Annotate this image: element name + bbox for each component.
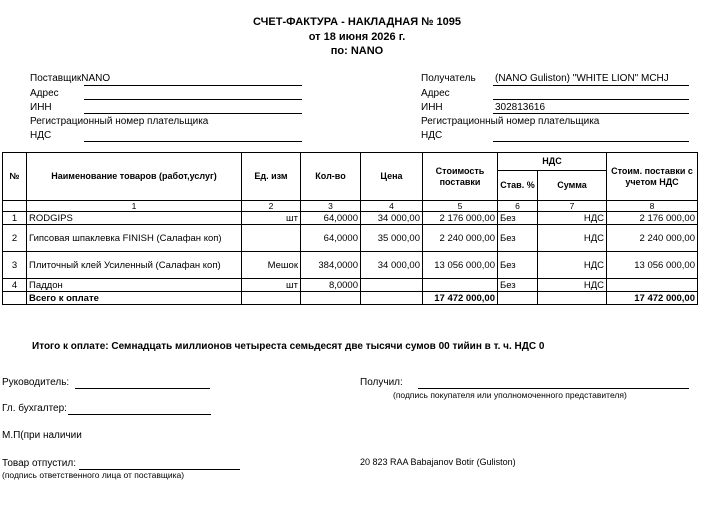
- supplier-value: NANO: [81, 73, 111, 84]
- row-total: 13 056 000,00: [607, 252, 698, 279]
- col-header-qty: Кол-во: [301, 153, 361, 201]
- row-price: 34 000,00: [361, 252, 423, 279]
- director-label: Руководитель:: [2, 377, 70, 388]
- buyer-address-label: Адрес: [421, 88, 450, 99]
- buyer-inn-label: ИНН: [421, 102, 443, 113]
- row-qty: 64,0000: [301, 225, 361, 252]
- table-row: [3, 279, 698, 292]
- row-sum: НДС: [538, 252, 607, 279]
- total-empty: [498, 292, 538, 305]
- total-empty: [3, 292, 27, 305]
- supplier-label-text: Поставщик: [30, 73, 82, 84]
- column-numbers-row: [3, 201, 698, 212]
- row-qty: 8,0000: [301, 279, 361, 292]
- row-num: 1: [3, 212, 27, 225]
- col-header-price: Цена: [361, 153, 423, 201]
- row-total: [607, 279, 698, 292]
- col-header-total: Стоим. поставки с учетом НДС: [607, 153, 698, 201]
- row-num: 3: [3, 252, 27, 279]
- total-empty: [538, 292, 607, 305]
- col-number-empty: [3, 201, 27, 212]
- col-header-cost: Стоимость поставки: [423, 153, 498, 201]
- row-rate: Без: [498, 279, 538, 292]
- invoice-to: по: NANO: [330, 45, 384, 57]
- row-cost: 2 176 000,00: [423, 212, 498, 225]
- invoice-title: СЧЕТ-ФАКТУРА - НАКЛАДНАЯ № 1095: [253, 16, 461, 28]
- row-num: 4: [3, 279, 27, 292]
- total-with-nds: 17 472 000,00: [607, 292, 698, 305]
- accountant-label: Гл. бухгалтер:: [2, 403, 67, 414]
- supplier-address-label: Адрес: [30, 88, 59, 99]
- row-cost: 13 056 000,00: [423, 252, 498, 279]
- col-number: 8: [607, 201, 698, 212]
- row-total: 2 176 000,00: [607, 212, 698, 225]
- total-empty: [361, 292, 423, 305]
- buyer-inn-value: 302813616: [495, 102, 546, 113]
- row-name: Паддон: [27, 279, 242, 292]
- row-unit: шт: [242, 212, 301, 225]
- col-number: 4: [361, 201, 423, 212]
- col-header-name: Наименование товаров (работ,услуг): [27, 153, 242, 201]
- col-number: 5: [423, 201, 498, 212]
- row-unit: шт: [242, 279, 301, 292]
- supplier-inn-label: ИНН: [30, 102, 52, 113]
- total-row: [3, 292, 698, 305]
- row-name: Плиточный клей Усиленный (Салафан коп): [27, 252, 242, 279]
- accountant-signature-line: [68, 414, 211, 415]
- row-rate: Без: [498, 252, 538, 279]
- col-header-unit: Ед. изм: [242, 153, 301, 201]
- invoice-date: от 18 июня 2026 г.: [308, 31, 406, 43]
- row-rate: Без: [498, 225, 538, 252]
- row-name: Гипсовая шпаклевка FINISH (Салафан коп): [27, 225, 242, 252]
- row-rate: Без: [498, 212, 538, 225]
- col-number: 3: [301, 201, 361, 212]
- row-unit: Мешок: [242, 252, 301, 279]
- table-row: [3, 225, 698, 252]
- received-signature-line: [418, 388, 689, 389]
- col-number: 6: [498, 201, 538, 212]
- total-cost: 17 472 000,00: [423, 292, 498, 305]
- row-unit: [242, 225, 301, 252]
- buyer-value: (NANO Guliston) "WHITE LION" MCHJ: [495, 73, 669, 84]
- supplier-reg-label: Регистрационный номер плательщика: [30, 116, 209, 127]
- row-sum: НДС: [538, 212, 607, 225]
- col-number: 7: [538, 201, 607, 212]
- row-total: 2 240 000,00: [607, 225, 698, 252]
- buyer-reg-label: Регистрационный номер плательщика: [421, 116, 600, 127]
- proxy-info: 20 823 RAA Babajanov Botir (Guliston): [360, 457, 516, 467]
- received-note: (подпись покупателя или уполномоченного представителя): [393, 390, 627, 400]
- row-sum: НДС: [538, 225, 607, 252]
- total-summary: Итого к оплате: Семнадцать миллионов четыреста семьдесят две тысячи сумов 00 тийин в т. ч. НДС 0: [32, 341, 545, 352]
- col-number: 1: [27, 201, 242, 212]
- col-number: 2: [242, 201, 301, 212]
- received-label: Получил:: [360, 377, 403, 388]
- total-label: Всего к оплате: [27, 292, 242, 305]
- row-name: RODGIPS: [27, 212, 242, 225]
- row-price: 35 000,00: [361, 225, 423, 252]
- total-empty: [301, 292, 361, 305]
- director-signature-line: [75, 388, 210, 389]
- row-num: 2: [3, 225, 27, 252]
- invoice-table: [2, 152, 698, 305]
- buyer-label: Получатель: [421, 73, 476, 84]
- total-empty: [242, 292, 301, 305]
- row-qty: 64,0000: [301, 212, 361, 225]
- supplier-nds-label: НДС: [30, 130, 52, 141]
- row-cost: 2 240 000,00: [423, 225, 498, 252]
- row-price: 34 000,00: [361, 212, 423, 225]
- buyer-nds-label: НДС: [421, 130, 443, 141]
- table-row: [3, 212, 698, 225]
- col-header-nds: НДС: [498, 153, 607, 171]
- released-note: (подпись ответственного лица от поставщика): [2, 470, 185, 480]
- col-header-num: №: [3, 153, 27, 201]
- stamp-label: М.П(при наличии: [2, 430, 82, 441]
- supplier-label: [30, 73, 110, 84]
- released-label: Товар отпустил:: [2, 458, 76, 469]
- col-header-sum: Сумма: [538, 171, 607, 201]
- row-qty: 384,0000: [301, 252, 361, 279]
- row-price: [361, 279, 423, 292]
- row-sum: НДС: [538, 279, 607, 292]
- table-row: [3, 252, 698, 279]
- row-cost: [423, 279, 498, 292]
- col-header-rate: Став. %: [498, 171, 538, 201]
